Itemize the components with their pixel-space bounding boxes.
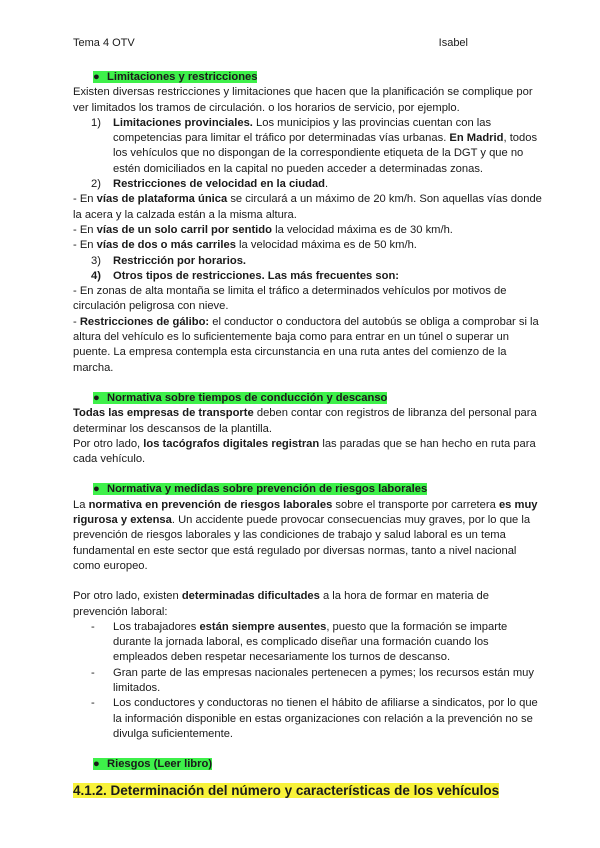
header-topic: Tema 4 OTV — [73, 37, 135, 49]
list-item: - Los conductores y conductoras no tienen el hábito de afiliarse a sindicatos, por lo que la información disponible en estas organizaciones con relación a la prevención no se divulga suficientemente. — [91, 697, 538, 740]
list-item: - Gran parte de las empresas nacionales pertenecen a pymes; los recursos están muy limitados. — [91, 666, 534, 694]
paragraph-mountain: - En zonas de alta montaña se limita el tráfico a determinados vehículos por motivos de circulación peligrosa con nieve. — [73, 285, 507, 313]
paragraph-galibo: - Restricciones de gálibo: el conductor o conductora del autobús se obliga a comprobar si la altura del vehículo es lo suficientemente baja como para entrar en un túnel o superar un puente. La empresa contempla esta circunstancia en una ruta antes del comienzo de la marcha. — [73, 315, 539, 374]
list-item-3: 3) Restricción por horarios. — [91, 254, 247, 267]
paragraph-normativa: La normativa en prevención de riesgos laborales sobre el transporte por carretera es muy rigurosa y extensa. Un accidente puede provocar consecuencias muy graves, por lo que la prevención de riesgos laborales y las condiciones de trabajo y salud laboral es un tema fundamental en este sector que está regulado por diversas normas, tanto a nivel nacional como europeo. — [73, 498, 538, 572]
heading-limitaciones: ● Limitaciones y restricciones — [93, 70, 543, 85]
paragraph-tacografos: Por otro lado, los tacógrafos digitales registran las paradas que se han hecho en ruta para cada vehículo. — [73, 437, 536, 466]
list-item-2: 2) Restricciones de velocidad en la ciudad. — [91, 178, 329, 191]
speed-line-3: - En vías de dos o más carriles la velocidad máxima es de 50 km/h. — [73, 239, 417, 252]
heading-prevencion: ● Normativa y medidas sobre prevención de riesgos laborales — [93, 482, 543, 497]
bullet-icon: ● — [93, 483, 100, 496]
paragraph-dificultades: Por otro lado, existen determinadas dificultades a la hora de formar en materia de prevención laboral: — [73, 590, 490, 618]
list-item-4: 4) Otros tipos de restricciones. Las más frecuentes son: — [91, 269, 399, 282]
section-title: 4.1.2. Determinación del número y características de los vehículos — [73, 783, 500, 799]
speed-line-2: - En vías de un solo carril por sentido la velocidad máxima es de 30 km/h. — [73, 223, 453, 236]
list-item: - Los trabajadores están siempre ausentes, puesto que la formación se imparte durante la jornada laboral, es complicado diseñar una formación cuando los empleados deben respetar necesariamente los turnos de descanso. — [91, 620, 508, 664]
bullet-icon: ● — [93, 758, 100, 771]
list-item-1: 1) Limitaciones provinciales. Los municipios y las provincias cuentan con las competencias para limitar el tráfico por determinadas vías urbanas. En Madrid, todos los vehículos que no dispongan de la correspondiente etiqueta de la DGT y que no estén domiciliados en la capital no pueden acceder a determinadas zonas. — [91, 116, 538, 175]
bullet-icon: ● — [93, 391, 100, 404]
document-body — [73, 70, 543, 800]
page-header — [73, 36, 468, 51]
heading-normativa-tiempos: ● Normativa sobre tiempos de conducción y descanso — [93, 391, 543, 406]
speed-line-1: - En vías de plataforma única se circulará a un máximo de 20 km/h. Son aquellas vías donde la acera y la calzada están a la misma altura. — [73, 193, 542, 221]
header-author: Isabel — [438, 37, 468, 49]
paragraph-empresas: Todas las empresas de transporte deben contar con registros de libranza del personal para determinar los descansos de la plantilla. — [73, 407, 537, 435]
bullet-icon: ● — [93, 71, 100, 83]
heading-riesgos: ● Riesgos (Leer libro) — [93, 757, 543, 772]
paragraph-intro: Existen diversas restricciones y limitaciones que hacen que la planificación se complique por ver limitados los tramos de circulación. o los horarios de servicio, por ejemplo. — [73, 86, 533, 114]
